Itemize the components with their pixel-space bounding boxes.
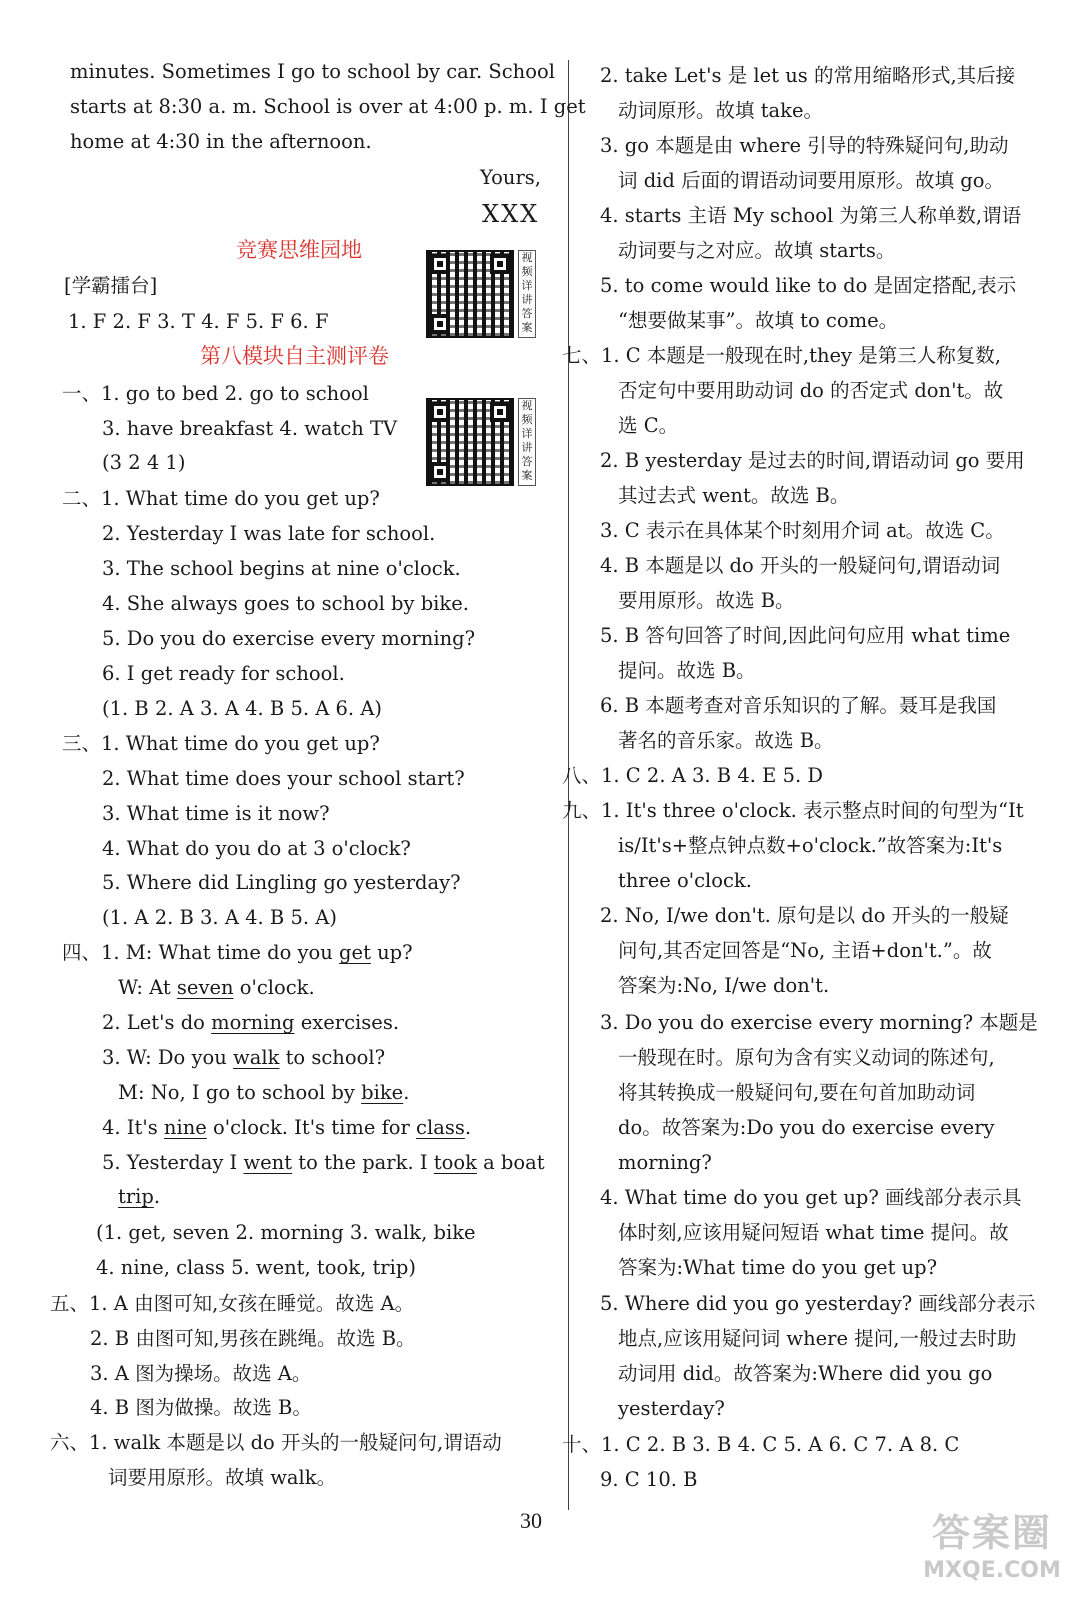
answer-line: 3. C 表示在具体某个时刻用介词 at。故选 C。 (600, 519, 1005, 542)
qr-caption: 视频详讲答案 (518, 250, 536, 338)
letter-signature: XXX (482, 200, 540, 228)
answer-line: 著名的音乐家。故选 B。 (618, 729, 834, 752)
qr-code-pattern-icon (426, 250, 514, 338)
answer-line: 动词要与之对应。故填 starts。 (618, 239, 896, 262)
answer-line: 3. The school begins at nine o'clock. (102, 557, 461, 580)
answer-line: is/It's+整点钟点数+o'clock.”故答案为:It's (618, 834, 1003, 857)
answer-line: 六、1. walk 本题是以 do 开头的一般疑问句,谓语动 (50, 1431, 502, 1454)
answer-line: 提问。故选 B。 (618, 659, 756, 682)
answer-line: 4. It's nine o'clock. It's time for class. (102, 1116, 472, 1139)
answer-line: 动词用 did。故答案为:Where did you go (618, 1362, 993, 1385)
letter-line: minutes. Sometimes I go to school by car. School (70, 60, 555, 83)
tf-answers: 1. F 2. F 3. T 4. F 5. F 6. F (68, 310, 329, 333)
answer-line: morning? (618, 1151, 712, 1174)
answer-line: 九、1. It's three o'clock. 表示整点时间的句型为“It (562, 799, 1024, 822)
subheading-xueba: [学霸擂台] (64, 274, 158, 297)
answer-line: 四、1. M: What time do you get up? (62, 941, 413, 964)
page-number: 30 (520, 1508, 542, 1533)
answer-line: 八、1. C 2. A 3. B 4. E 5. D (562, 764, 824, 787)
answer-line: 9. C 10. B (600, 1468, 698, 1491)
answer-line: 2. What time does your school start? (102, 767, 465, 790)
answer-line: 3. W: Do you walk to school? (102, 1046, 386, 1069)
qr-code-2[interactable] (426, 398, 538, 490)
answer-line: 词 did 后面的谓语动词要用原形。故填 go。 (618, 169, 1005, 192)
letter-closing: Yours, (480, 166, 542, 189)
answer-line: 二、1. What time do you get up? (62, 487, 380, 510)
answer-line: 一般现在时。原句为含有实义动词的陈述句, (618, 1046, 995, 1069)
qr-caption: 视频详讲答案 (518, 398, 536, 486)
answer-line: 三、1. What time do you get up? (62, 732, 380, 755)
answer-line: 七、1. C 本题是一般现在时,they 是第三人称复数, (562, 344, 1001, 367)
answer-line: 3. A 图为操场。故选 A。 (90, 1362, 312, 1385)
answer-line: (1. B 2. A 3. A 4. B 5. A 6. A) (102, 697, 383, 720)
site-watermark-logo (902, 1510, 1082, 1596)
answer-line: 2. take Let's 是 let us 的常用缩略形式,其后接 (600, 64, 1016, 87)
answer-line: 将其转换成一般疑问句,要在句首加助动词 (618, 1081, 976, 1104)
answer-line: 4. She always goes to school by bike. (102, 592, 469, 615)
answer-line: three o'clock. (618, 869, 752, 892)
answer-line: 地点,应该用疑问词 where 提问,一般过去时助 (618, 1327, 1017, 1350)
answer-line: 5. to come would like to do 是固定搭配,表示 (600, 274, 1017, 297)
answer-line: 动词原形。故填 take。 (618, 99, 824, 122)
answer-line: 问句,其否定回答是“No, 主语+don't.”。故 (618, 939, 992, 962)
answer-line: 4. B 本题是以 do 开头的一般疑问句,谓语动词 (600, 554, 1001, 577)
qr-code-pattern-icon (426, 398, 514, 486)
answer-line: 要用原形。故选 B。 (618, 589, 795, 612)
answer-line: 五、1. A 由图可知,女孩在睡觉。故选 A。 (50, 1292, 415, 1315)
letter-line: starts at 8:30 a. m. School is over at 4:00 p. m. I get (70, 95, 586, 118)
answer-line: 一、1. go to bed 2. go to school (62, 382, 369, 405)
answer-line: 答案为:What time do you get up? (618, 1256, 938, 1279)
section-title-competition: 竞赛思维园地 (236, 238, 362, 262)
qr-finder-icon (430, 254, 450, 274)
answer-line: 选 C。 (618, 414, 679, 437)
answer-line: 5. Do you do exercise every morning? (102, 627, 476, 650)
answer-line: (1. A 2. B 3. A 4. B 5. A) (102, 906, 337, 929)
answer-line: 4. B 图为做操。故选 B。 (90, 1396, 312, 1419)
qr-finder-icon (430, 314, 450, 334)
answer-line: 3. Do you do exercise every morning? 本题是 (600, 1011, 1038, 1034)
answer-line: (1. get, seven 2. morning 3. walk, bike (96, 1221, 476, 1244)
qr-finder-icon (490, 254, 510, 274)
letter-line: home at 4:30 in the afternoon. (70, 130, 372, 153)
answer-line: 其过去式 went。故选 B。 (618, 484, 850, 507)
watermark-top-text: 答案圈 (931, 1511, 1052, 1555)
qr-finder-icon (490, 402, 510, 422)
answer-line: 2. Let's do morning exercises. (102, 1011, 400, 1034)
answer-line: do。故答案为:Do you do exercise every (618, 1116, 995, 1139)
answer-line: 5. Yesterday I went to the park. I took a boat (102, 1151, 545, 1174)
answer-line: M: No, I go to school by bike. (118, 1081, 410, 1104)
answer-line: 3. have breakfast 4. watch TV (102, 417, 398, 440)
answer-line: 2. No, I/we don't. 原句是以 do 开头的一般疑 (600, 904, 1009, 927)
answer-line: 5. B 答句回答了时间,因此问句应用 what time (600, 624, 1011, 647)
answer-line: yesterday? (618, 1397, 725, 1420)
qr-finder-icon (430, 462, 450, 482)
qr-finder-icon (430, 402, 450, 422)
answer-line: 体时刻,应该用疑问短语 what time 提问。故 (618, 1221, 1009, 1244)
answer-line: 2. B yesterday 是过去的时间,谓语动词 go 要用 (600, 449, 1025, 472)
answer-line: 4. What time do you get up? 画线部分表示具 (600, 1186, 1022, 1209)
answer-line: trip. (118, 1185, 161, 1208)
answer-line: 2. Yesterday I was late for school. (102, 522, 436, 545)
answer-line: 2. B 由图可知,男孩在跳绳。故选 B。 (90, 1327, 416, 1350)
section-title-module8: 第八模块自主测评卷 (200, 344, 389, 368)
qr-code-1[interactable] (426, 250, 538, 342)
watermark-bottom-text: MXQE.COM (923, 1558, 1061, 1583)
answer-line: 4. What do you do at 3 o'clock? (102, 837, 411, 860)
answer-line: 5. Where did you go yesterday? 画线部分表示 (600, 1292, 1036, 1315)
answer-line: 答案为:No, I/we don't. (618, 974, 830, 997)
answer-line: 词要用原形。故填 walk。 (108, 1466, 337, 1489)
answer-line: 4. starts 主语 My school 为第三人称单数,谓语 (600, 204, 1022, 227)
answer-line: 3. What time is it now? (102, 802, 330, 825)
answer-line: 4. nine, class 5. went, took, trip) (96, 1256, 416, 1279)
answer-line: 否定句中要用助动词 do 的否定式 don't。故 (618, 379, 1004, 402)
answer-line: 6. B 本题考查对音乐知识的了解。聂耳是我国 (600, 694, 997, 717)
answer-line: 5. Where did Lingling go yesterday? (102, 871, 461, 894)
answer-line: 十、1. C 2. B 3. B 4. C 5. A 6. C 7. A 8. C (562, 1433, 960, 1456)
answer-line: 3. go 本题是由 where 引导的特殊疑问句,助动 (600, 134, 1009, 157)
answer-line: W: At seven o'clock. (118, 976, 315, 999)
answer-line: 6. I get ready for school. (102, 662, 345, 685)
answer-line: “想要做某事”。故填 to come。 (618, 309, 899, 332)
answer-line: (3 2 4 1) (102, 451, 186, 474)
